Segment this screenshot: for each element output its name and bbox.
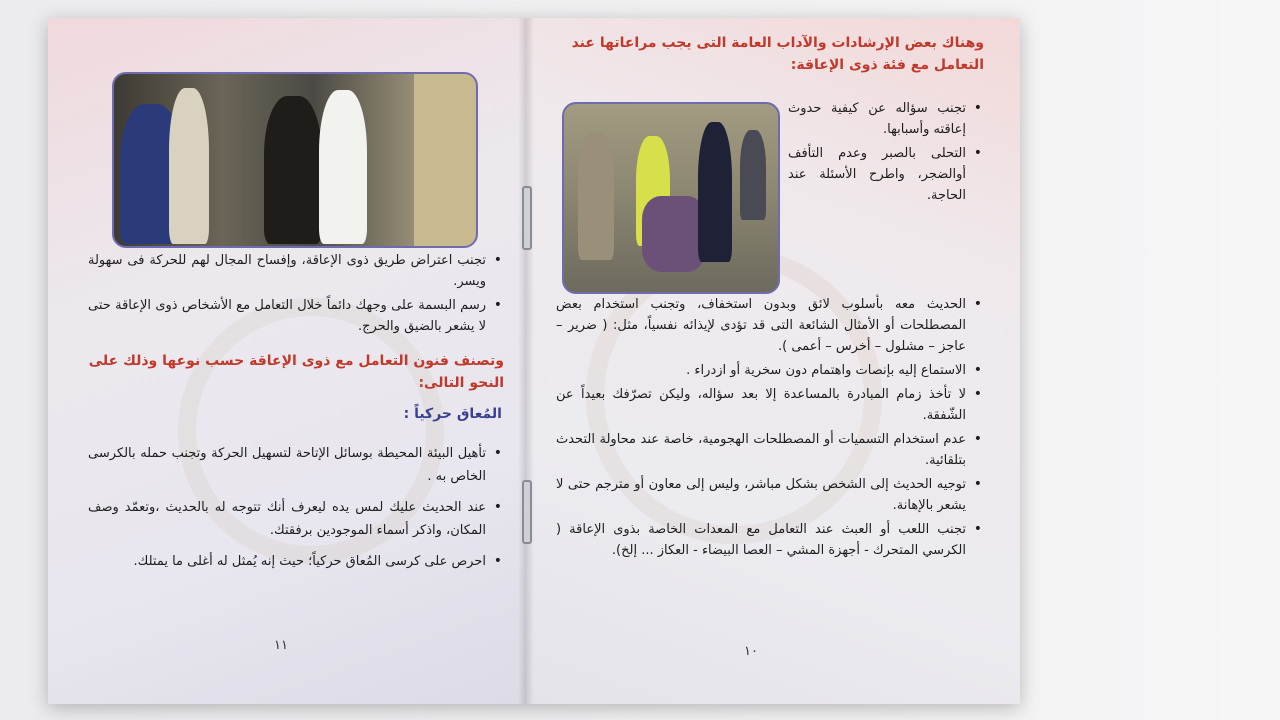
photo-wheelchair (642, 196, 706, 272)
list-beside-photo (788, 98, 984, 209)
page-right (526, 18, 1020, 704)
list-item: • تجنب سؤاله عن كيفية حدوث إعاقته وأسبابها. (788, 98, 966, 140)
section-heading: وهناك بعض الإرشادات والآداب العامة التى يجب مراعاتها عند التعامل مع فئة ذوى الإعاقة: (571, 35, 984, 73)
open-booklet (48, 18, 1020, 704)
staple-top (522, 186, 532, 250)
photo-figure-officer (698, 122, 732, 262)
page-number: ١١ (274, 638, 288, 653)
photo-figure-man (578, 132, 614, 260)
list-item: • احرص على كرسى المُعاق حركياً؛ حيث إنه يُمثل له أغلى ما يمتلك. (88, 550, 486, 573)
subheading: المُعاق حركياً : (403, 406, 502, 422)
list-item: • تجنب اللعب أو العبث عند التعامل مع المعدات الخاصة بذوى الإعاقة ( الكرسي المتحرك - أجهزة المشي – العصا البيضاء - العكاز ... إلخ). (556, 519, 966, 561)
list-item: • لا تأخذ زمام المبادرة بالمساعدة إلا بعد سؤاله، وليكن تصرّفك بعيداً عن الشّفقة. (556, 384, 966, 426)
assistance-photo (112, 72, 478, 248)
photo-figure-bg (740, 130, 766, 220)
staple-bottom (522, 480, 532, 544)
list-item: • الاستماع إليه بإنصات واهتمام دون سخرية أو ازدراء . (556, 360, 966, 381)
page-number: ١٠ (744, 644, 758, 659)
list-item: • تجنب اعتراض طريق ذوى الإعاقة، وإفساح المجال لهم للحركة فى سهولة ويسر. (88, 250, 486, 292)
wheelchair-photo (562, 102, 780, 294)
list-item: • تأهيل البيئة المحيطة بوسائل الإتاحة لتسهيل الحركة وتجنب حمله بالكرسى الخاص به . (88, 442, 486, 488)
list-item: • عند الحديث عليك لمس يده ليعرف أنك تتوجه له بالحديث ،وتعمّد وصف المكان، واذكر أسماء الموجودين برفقتك. (88, 496, 486, 542)
list-item: • التحلى بالصبر وعدم التأفف أوالضجر، واطرح الأسئلة عند الحاجة. (788, 143, 966, 206)
list-item: • توجيه الحديث إلى الشخص بشكل مباشر، وليس إلى معاون أو مترجم حتى لا يشعر بالإهانة. (556, 474, 966, 516)
booklet-spine (518, 18, 534, 704)
section-heading: وتصنف فنون التعامل مع ذوى الإعاقة حسب نوعها وذلك على النحو التالى: (88, 353, 504, 391)
photo-wall (414, 74, 474, 246)
photo-figure-officer (319, 90, 367, 244)
page-left (48, 18, 526, 704)
list-bottom (88, 442, 504, 576)
list-top (88, 250, 504, 340)
list-item: • الحديث معه بأسلوب لائق وبدون استخفاف، وتجنب استخدام بعض المصطلحات أو الأمثال الشائعة التى قد تؤدى لإيذائه نفسياً، مثل: ( ضرير – عاجز – مشلول – أخرس – أعمى ). (556, 294, 966, 357)
list-item: • عدم استخدام التسميات أو المصطلحات الهجومية، خاصة عند محاولة التحدث بتلقائية. (556, 429, 966, 471)
photo-figure-elder (169, 88, 209, 244)
list-main (556, 294, 984, 564)
photo-figure-sheikh (264, 96, 322, 244)
list-item: • رسم البسمة على وجهك دائماً خلال التعامل مع الأشخاص ذوى الإعاقة حتى لا يشعر بالضيق والحرج. (88, 295, 486, 337)
